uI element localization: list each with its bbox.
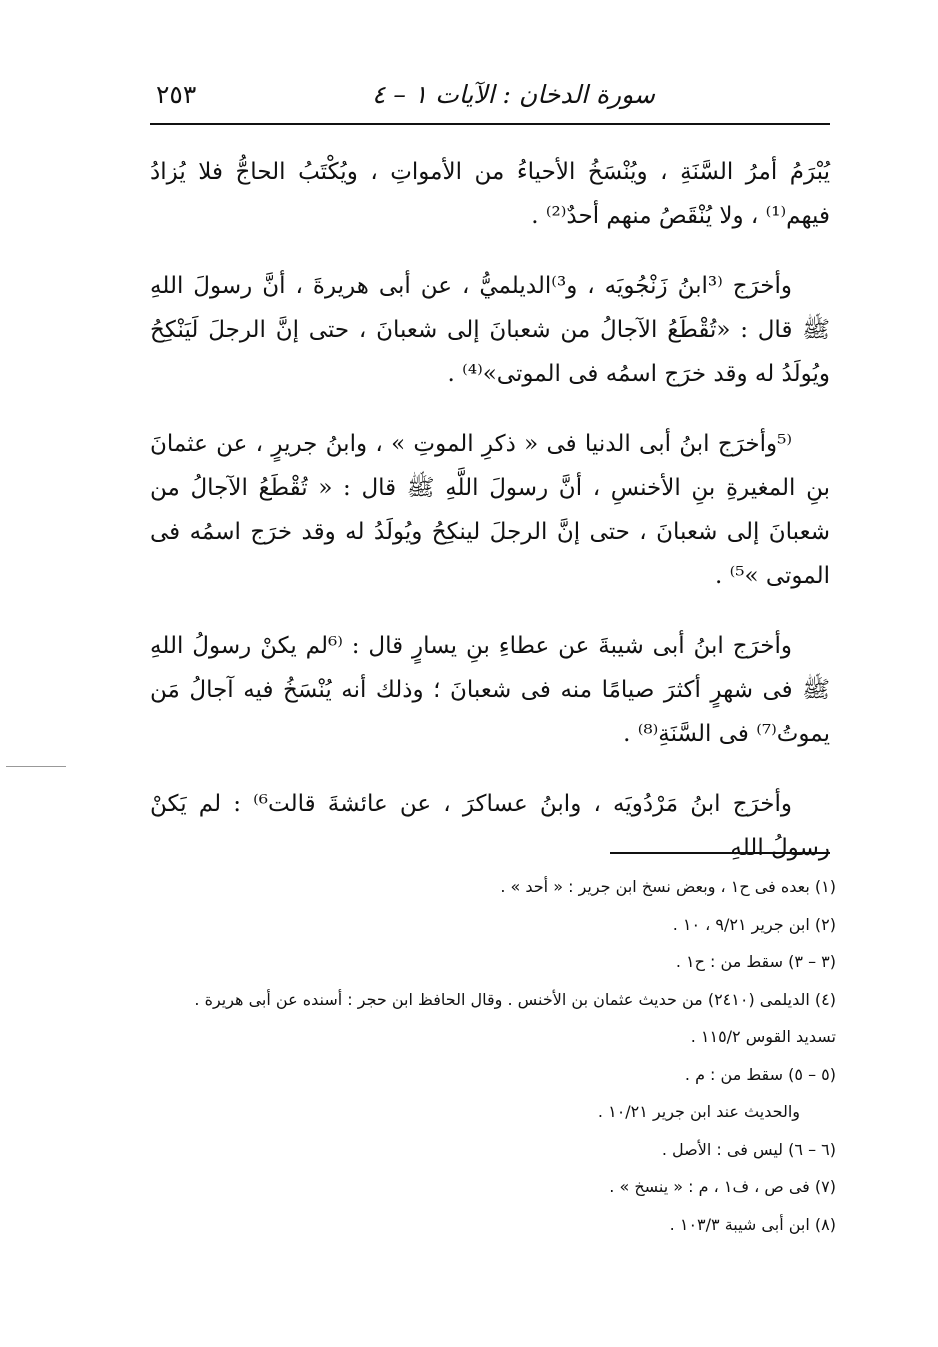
running-header — [150, 74, 830, 120]
paragraph-3: ⁽⁵وأخرَج ابنُ أبى الدنيا فى « ذكرِ الموتِ » ، وابنُ جريرٍ ، عن عثمانَ بنِ المغيرةِ بنِ الأخنسِ ، أنَّ رسولَ اللَّهِ ﷺ قال : « تُقْطَعُ الآجالُ من شعبانَ إلى شعبانَ ، حتى إنَّ الرجلَ لينكِحُ ويُولَدُ له وقد خرَج اسمُه فى الموتى »⁵⁾ . — [150, 431, 830, 589]
footnote-7: (٧) فى ص ، ف١ ، م : « ينسخ » . — [609, 1177, 836, 1196]
paragraph-5: وأخرَج ابنُ مَرْدُويَه ، وابنُ عساكرَ ، عن عائشةَ قالت⁶⁾ : لم يَكنْ رسولُ اللهِ — [150, 791, 830, 861]
main-text — [150, 150, 830, 896]
paragraph-1: يُبْرَمُ أمرُ السَّنَةِ ، ويُنْسَخُ الأحياءُ من الأمواتِ ، ويُكْتَبُ الحاجُّ فلا يُزادُ فيهم⁽¹⁾ ، ولا يُنْقَصُ منهم أحدٌ⁽²⁾ . — [150, 159, 830, 229]
header-rule — [150, 123, 830, 125]
footnote-4-continued: تسديد القوس ١١٥/٢ . — [690, 1027, 836, 1046]
footnotes — [150, 868, 836, 1243]
header-title: سورة الدخان : الآيات ١ – ٤ — [372, 80, 655, 109]
footnote-6: (٦ – ٦) ليس فى : الأصل . — [661, 1139, 836, 1159]
paragraph-2: وأخرَج ⁽³ابنُ زَنْجُويَه ، و³⁾الديلميُّ ، عن أبى هريرةَ ، أنَّ رسولَ اللهِ ﷺ قال : «تُقْطَعُ الآجالُ من شعبانَ إلى شعبانَ ، حتى إنَّ الرجلَ لَيَنْكِحُ ويُولَدُ له وقد خرَج اسمُه فى الموتى»⁽⁴⁾ . — [150, 273, 831, 387]
footnote-4: (٤) الديلمى (٢٤١٠) من حديث عثمان بن الأخنس . وقال الحافظ ابن حجر : أسنده عن أبى هريرة . — [194, 989, 836, 1009]
footnote-rule — [610, 852, 830, 854]
footnote-5: (٥ – ٥) سقط من : م . — [684, 1064, 836, 1084]
page-number: ٢٥٣ — [156, 80, 197, 109]
footnote-1: (١) بعده فى ح١ ، وبعض نسخ ابن جرير : « أحد » . — [500, 877, 836, 896]
footnote-5-continued: والحديث عند ابن جرير ١٠/٢١ . — [597, 1102, 800, 1121]
footnote-2: (٢) ابن جرير ٩/٢١ ، ١٠ . — [672, 914, 836, 934]
margin-mark — [6, 766, 66, 767]
footnote-3: (٣ – ٣) سقط من : ح١ . — [675, 952, 836, 971]
footnote-8: (٨) ابن أبى شيبة ١٠٣/٣ . — [669, 1214, 836, 1234]
paragraph-4: وأخرَج ابنُ أبى شيبةَ عن عطاءِ بنِ يسارٍ قال : ⁽⁶لم يكنْ رسولُ اللهِ ﷺ فى شهرٍ أكثرَ صيامًا منه فى شعبانَ ؛ وذلك أنه يُنْسَخُ فيه آجالُ مَن يموتُ⁽⁷⁾ فى السَّنَةِ⁽⁸⁾ . — [150, 633, 830, 747]
